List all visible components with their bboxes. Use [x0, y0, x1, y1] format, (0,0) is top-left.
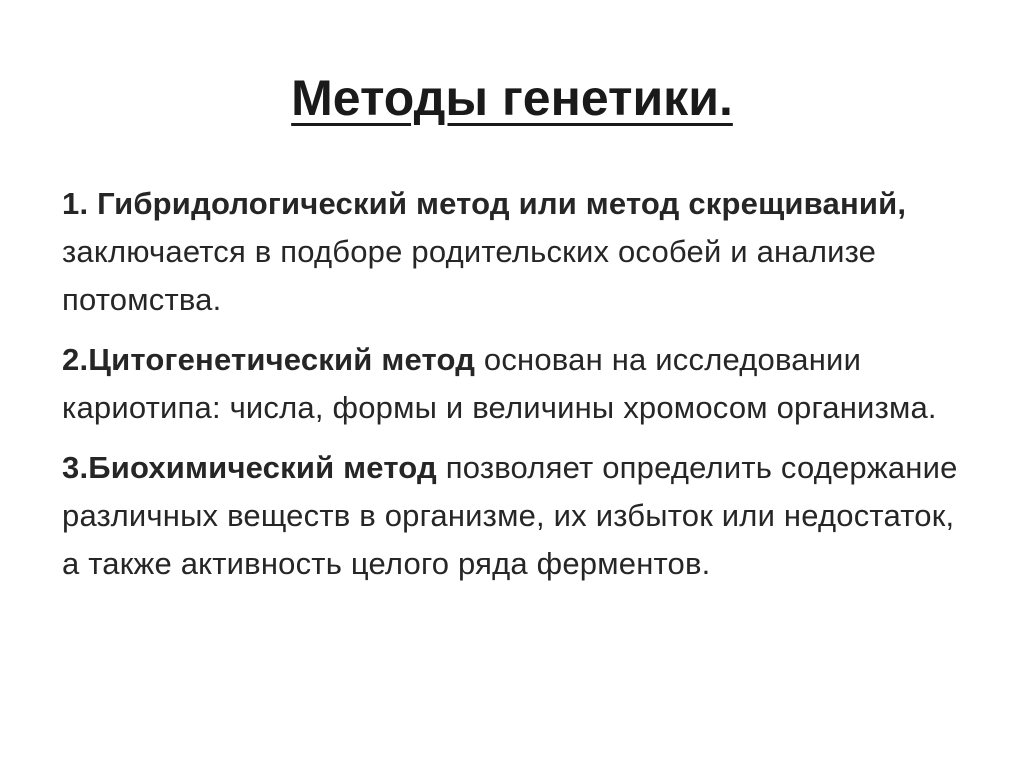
methods-list: [62, 180, 967, 600]
method-description: основан на исследовании кариотипа: числа, формы и величины хромосом организма.: [62, 342, 937, 425]
slide-title-text: Методы генетики.: [291, 70, 733, 126]
method-term: 3.Биохимический метод: [62, 450, 437, 485]
method-item-hybridological: [62, 180, 967, 324]
method-term: 2.Цитогенетический метод: [62, 342, 476, 377]
method-description: позволяет определить содержание различных веществ в организме, их избыток или недостаток, а также активность целого ряда ферментов.: [62, 450, 958, 581]
method-term: 1. Гибридологический метод или метод скрещиваний,: [62, 186, 907, 221]
method-description: заключается в подборе родительских особей и анализе потомства.: [62, 234, 877, 317]
method-item-cytogenetic: [62, 336, 967, 432]
slide-title: [0, 62, 1024, 134]
method-item-biochemical: [62, 444, 967, 588]
